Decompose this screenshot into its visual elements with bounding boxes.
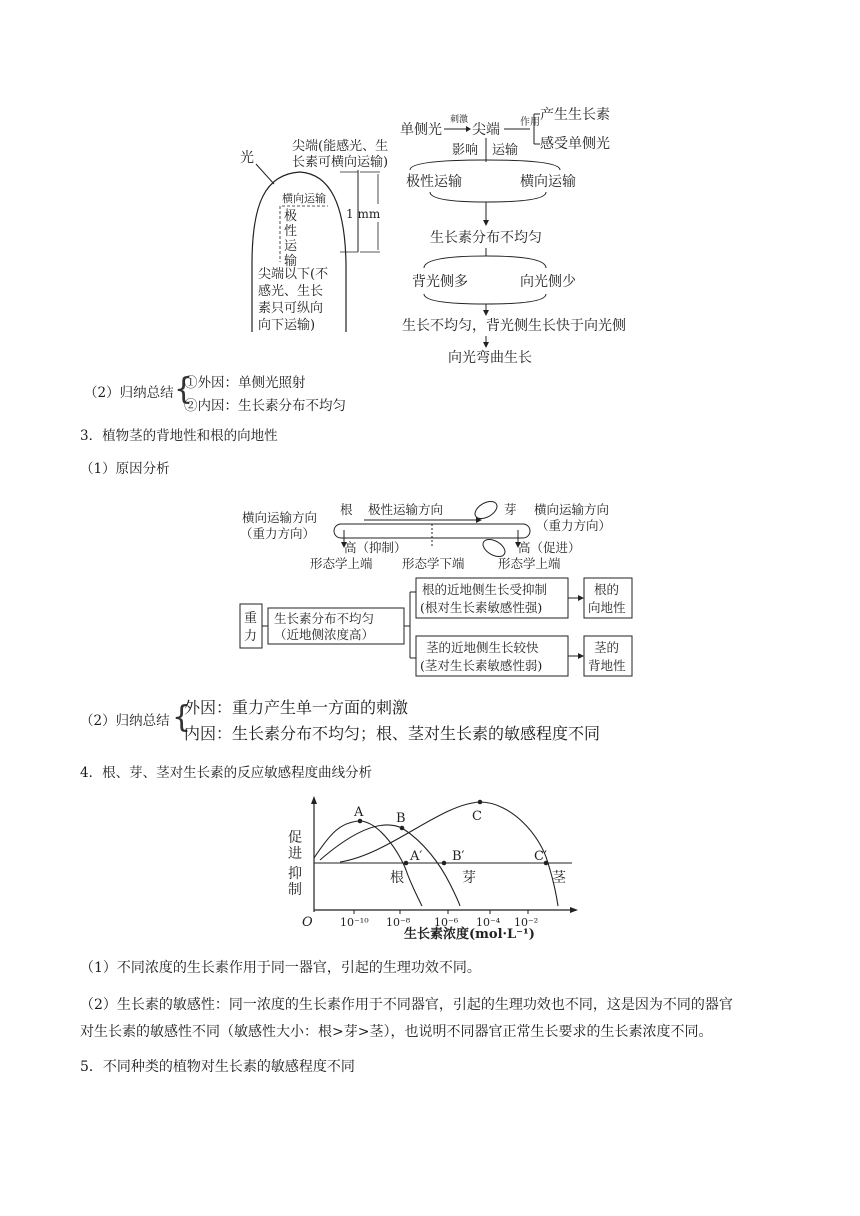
- below-desc-2: 感光、生长: [258, 284, 324, 299]
- peak-label-1: B: [396, 811, 406, 826]
- root-result-1: 根的: [594, 582, 620, 597]
- cross-label-0: A′: [410, 849, 423, 864]
- peak-point-2: [478, 800, 483, 805]
- sensitivity-chart: [280, 794, 590, 942]
- uneven-growth: 生长不均匀，背光侧生长快于向光侧: [402, 318, 626, 334]
- cross-label-1: B′: [452, 849, 465, 864]
- summary1-item-2: ②内因：生长素分布不均匀: [184, 398, 346, 414]
- summary1-brace: {: [174, 372, 194, 407]
- influence-label: 影响: [452, 143, 479, 158]
- stimulate-label: 刺激: [450, 115, 469, 125]
- root-label: 根: [340, 502, 353, 517]
- para-2b: 对生长素的敏感性不同（敏感性大小：根>芽>茎），也说明不同器官正常生长要求的生长素浓度不同。: [80, 1024, 713, 1040]
- summary2-brace: {: [172, 700, 192, 735]
- gravitropism-figure: [236, 494, 650, 678]
- gravity-char-1: 力: [244, 629, 258, 644]
- tick-label-4: 10⁻²: [514, 916, 539, 929]
- ylabel-inhibit-2: 制: [288, 882, 302, 898]
- cross-point-0: [404, 861, 409, 866]
- below-desc-1: 尖端以下(不: [258, 267, 329, 282]
- curve-2: [340, 802, 558, 906]
- unilateral-light: 单侧光: [400, 122, 442, 138]
- heading-3-1: （1）原因分析: [80, 461, 170, 477]
- curve-1: [320, 825, 460, 906]
- peak-label-0: A: [354, 805, 364, 820]
- root-near-2: (根对生长素敏感性强): [420, 600, 543, 615]
- tick-label-2: 10⁻⁶: [434, 916, 459, 929]
- polar-char-0: 极: [284, 209, 298, 224]
- polar-char-3: 输: [284, 254, 298, 269]
- light-label: 光: [240, 150, 254, 166]
- produce-auxin: 产生生长素: [540, 107, 610, 123]
- polar-char-1: 性: [284, 224, 298, 239]
- para-1: （1）不同浓度的生长素作用于同一器官，引起的生理功效不同。: [80, 960, 481, 976]
- peak-label-2: C: [472, 809, 482, 824]
- high-promote: 高（促进）: [518, 540, 581, 555]
- xlabel: 生长素浓度(mol·L⁻¹): [404, 927, 535, 942]
- heading-5: 5．不同种类的植物对生长素的敏感程度不同: [80, 1059, 355, 1075]
- tip-node: 尖端: [472, 122, 500, 138]
- peak-point-1: [400, 826, 405, 831]
- gravity-char-0: 重: [244, 611, 258, 626]
- stem-result-1: 茎的: [594, 640, 620, 655]
- lateral-right-2: （重力方向）: [536, 518, 612, 533]
- morph-top-right: 形态学上端: [498, 556, 561, 571]
- morph-top-left: 形态学上端: [310, 556, 373, 571]
- gravitropism-flowchart: [240, 578, 632, 676]
- lateral-right-1: 横向运输方向: [534, 502, 610, 517]
- root-stem-diagram: [240, 498, 611, 571]
- lateral-label: 横向运输: [282, 192, 326, 205]
- summary2-label: （2）归纳总结: [80, 713, 170, 729]
- lateral-left-2: （重力方向）: [240, 526, 316, 541]
- uneven-auxin-1: 生长素分布不均匀: [274, 611, 375, 626]
- summary1-label: （2）归纳总结: [84, 385, 174, 401]
- ylabel-inhibit-1: 抑: [288, 866, 302, 882]
- morph-bottom: 形态学下端: [402, 556, 465, 571]
- para-2a: （2）生长素的敏感性：同一浓度的生长素作用于不同器官，引起的生理功效也不同，这是因为不同的器官: [80, 997, 733, 1013]
- tick-label-1: 10⁻⁸: [386, 916, 411, 929]
- tip-desc-1: 尖端(能感光、生: [292, 139, 389, 154]
- effect-label: 作用: [520, 117, 540, 128]
- polar-direction: 极性运输方向: [368, 502, 444, 517]
- front-side-less: 向光侧少: [520, 274, 576, 290]
- ylabel-promote-1: 促: [288, 830, 302, 846]
- series-name-2: 茎: [552, 870, 566, 886]
- back-side-more: 背光侧多: [412, 274, 468, 290]
- cross-point-1: [442, 861, 447, 866]
- summary1-item-1: ①外因：单侧光照射: [184, 375, 306, 391]
- cross-label-2: C′: [534, 849, 547, 864]
- polar-char-2: 运: [284, 239, 298, 254]
- stem-near-1: 茎的近地侧生长较快: [426, 640, 539, 655]
- lateral-transport: 横向运输: [520, 174, 576, 190]
- transport-label: 运输: [492, 143, 519, 158]
- tick-label-3: 10⁻⁴: [476, 916, 501, 929]
- below-desc-4: 向下运输): [258, 318, 316, 333]
- bend-growth: 向光弯曲生长: [448, 350, 532, 366]
- series-name-1: 芽: [462, 870, 476, 886]
- origin-label: O: [302, 915, 313, 930]
- below-desc-3: 素只可纵向: [258, 301, 324, 316]
- heading-4: 4．根、芽、茎对生长素的反应敏感程度曲线分析: [80, 765, 373, 781]
- stem-near-2: (茎对生长素敏感性弱): [420, 658, 543, 673]
- tip-desc-2: 长素可横向运输): [292, 155, 389, 170]
- phototropism-figure: [230, 104, 650, 366]
- summary2-item-1: 外因：重力产生单一方面的刺激: [184, 698, 409, 717]
- tick-label-0: 10⁻¹⁰: [340, 916, 369, 929]
- scale-label: 1 mm: [346, 207, 381, 221]
- uneven-distribution: 生长素分布不均匀: [430, 230, 542, 246]
- phototropism-flowchart: [400, 106, 626, 366]
- root-near-1: 根的近地侧生长受抑制: [422, 582, 548, 597]
- sense-light: 感受单侧光: [540, 136, 610, 152]
- root-result-2: 向地性: [588, 600, 626, 615]
- stem-result-2: 背地性: [588, 658, 626, 673]
- bud-label: 芽: [504, 502, 517, 517]
- series-name-0: 根: [390, 870, 404, 886]
- polar-transport: 极性运输: [406, 174, 462, 190]
- lateral-left-1: 横向运输方向: [242, 510, 318, 525]
- ylabel-promote-2: 进: [288, 846, 302, 862]
- uneven-auxin-2: （近地侧浓度高）: [274, 627, 375, 642]
- heading-3: 3．植物茎的背地性和根的向地性: [80, 428, 278, 444]
- coleoptile-diagram: [240, 138, 388, 333]
- summary2-item-2: 内因：生长素分布不均匀；根、茎对生长素的敏感程度不同: [184, 724, 601, 743]
- high-inhibit: 高（抑制）: [344, 540, 407, 555]
